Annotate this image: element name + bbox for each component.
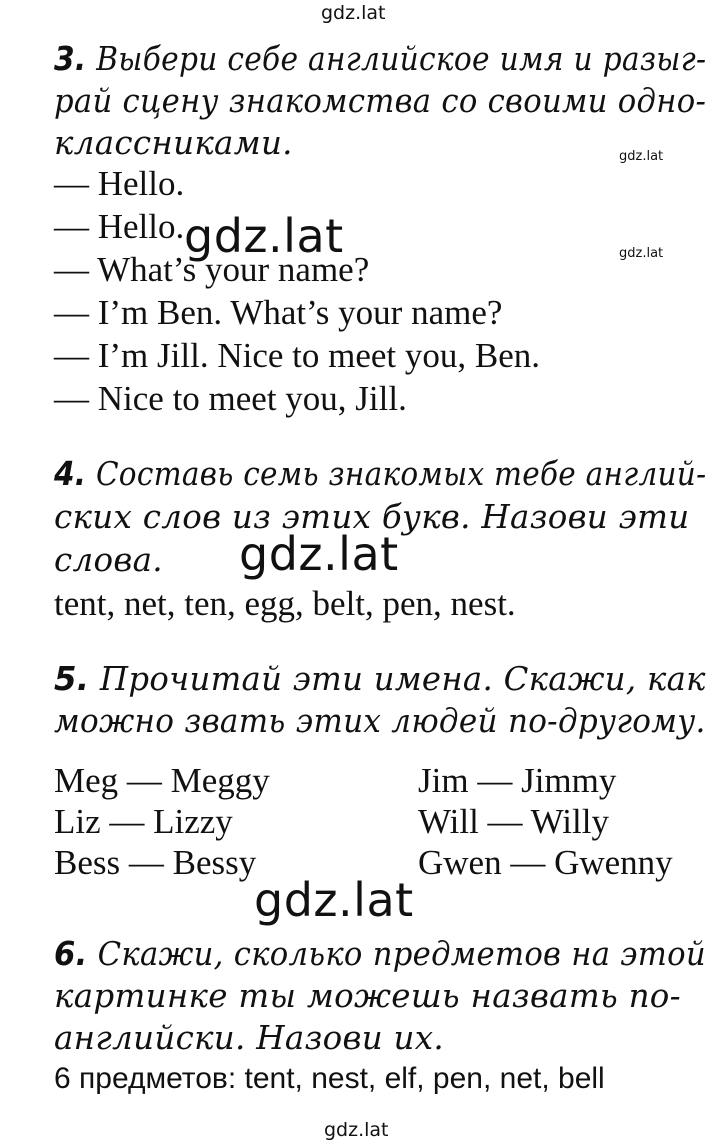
task6-line-1 [54, 935, 706, 973]
task6-line-3: английски. Назови их. [54, 1019, 445, 1057]
task3-text-1: Выбери себе английское имя и разыг- [96, 40, 707, 78]
task5-line-1 [54, 660, 706, 698]
task3-line-3: классниками. [54, 124, 293, 162]
dialogue-line-2: — Hello. [54, 207, 185, 246]
dialogue-line-6: — Nice to meet you, Jill. [54, 379, 407, 418]
name-pair-bess: Bess — Bessy [54, 843, 257, 882]
watermark-right-2: gdz.lat [619, 246, 664, 261]
task6-text-1: Скажи, сколько предметов на этой [97, 935, 706, 973]
task3-number: 3. [54, 40, 87, 78]
task4-text-1: Составь семь знакомых тебе англий- [95, 455, 707, 493]
watermark-right-1: gdz.lat [619, 149, 664, 164]
watermark-top: gdz.lat [321, 2, 386, 24]
name-pair-meg: Meg — Meggy [54, 761, 270, 800]
watermark-big-1: gdz.lat [184, 209, 344, 263]
task5-line-2: можно звать этих людей по-другому. [54, 702, 706, 740]
watermark-bottom: gdz.lat [324, 1119, 389, 1141]
dialogue-line-1: — Hello. [54, 164, 185, 203]
watermark-big-2: gdz.lat [239, 527, 399, 581]
task5-number: 5. [54, 660, 90, 698]
task4-line-1 [54, 455, 706, 493]
task3-line-2: рай сцену знакомства со своими одно- [54, 82, 707, 120]
task6-line-2: картинке ты можешь назвать по- [54, 977, 681, 1015]
watermark-big-3: gdz.lat [254, 873, 414, 927]
task4-number: 4. [54, 455, 87, 493]
task4-line-3: слова. [54, 541, 163, 579]
name-pair-gwen: Gwen — Gwenny [418, 843, 673, 882]
task6-number: 6. [54, 935, 88, 973]
dialogue-line-3: — What’s your name? [54, 250, 370, 289]
task5-text-1: Прочитай эти имена. Скажи, как [99, 660, 706, 698]
name-pair-will: Will — Willy [418, 802, 609, 841]
task3-line-1 [54, 40, 706, 78]
name-pair-jim: Jim — Jimmy [418, 761, 617, 800]
name-pair-liz: Liz — Lizzy [54, 802, 233, 841]
dialogue-line-4: — I’m Ben. What’s your name? [54, 293, 503, 332]
task4-answer: tent, net, ten, egg, belt, pen, nest. [54, 584, 516, 623]
dialogue-line-5: — I’m Jill. Nice to meet you, Ben. [54, 336, 541, 375]
task4-line-2: ских слов из этих букв. Назови эти [54, 498, 690, 536]
task6-answer: 6 предметов: tent, nest, elf, pen, net, bell [54, 1062, 605, 1095]
